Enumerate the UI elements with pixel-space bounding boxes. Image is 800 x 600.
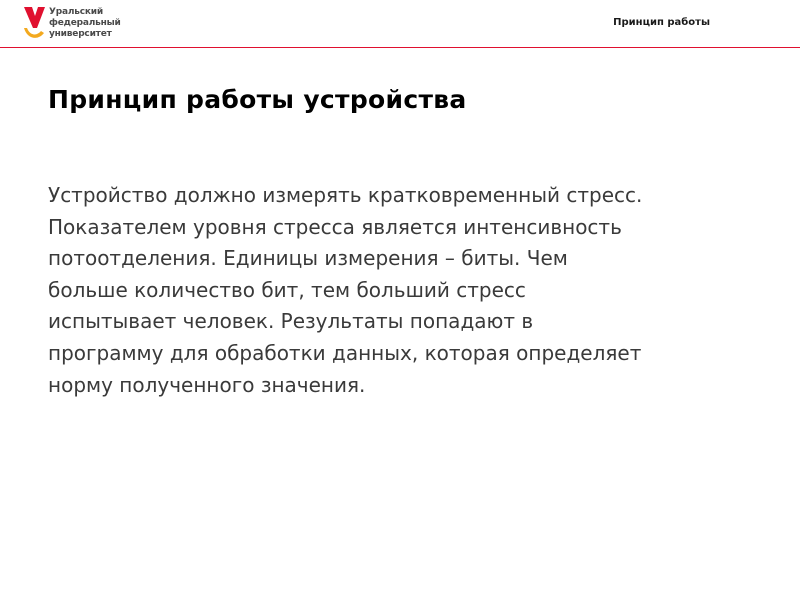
- body-line: программу для обработки данных, которая определяет: [48, 340, 642, 365]
- logo-line: университет: [49, 29, 112, 39]
- section-label: Принцип работы: [613, 17, 710, 28]
- urfu-logo: [21, 6, 141, 44]
- body-line: испытывает человек. Результаты попадают в: [48, 309, 534, 334]
- slide-header: [0, 0, 800, 50]
- header-divider: [0, 47, 800, 48]
- slide-body: [48, 180, 768, 401]
- logo-line: федеральный: [49, 18, 121, 28]
- body-line: Устройство должно измерять кратковременный стресс.: [48, 183, 643, 207]
- body-line: норму полученного значения.: [48, 372, 366, 397]
- body-line: Показателем уровня стресса является интенсивность: [48, 214, 622, 239]
- urfu-logo-icon: [21, 6, 47, 44]
- slide-title: Принцип работы устройства: [48, 85, 467, 114]
- body-line: потоотделения. Единицы измерения – биты. Чем: [48, 246, 568, 271]
- logo-line: Уральский: [49, 7, 103, 17]
- body-line: больше количество бит, тем больший стресс: [48, 277, 526, 302]
- logo-text: [49, 7, 149, 40]
